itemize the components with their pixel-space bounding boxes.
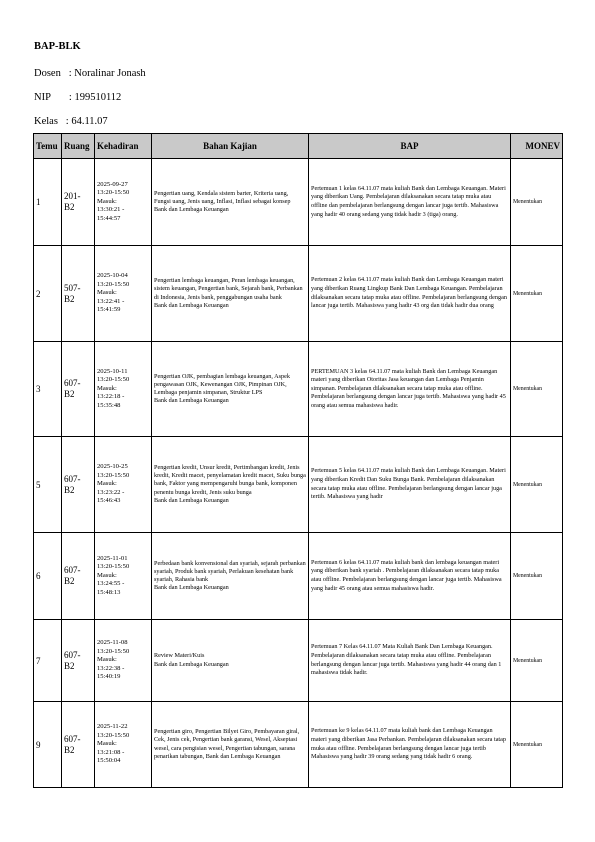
- bap-cell: Pertemuan 5 kelas 64.11.07 mata kuliah Bank dan Lembaga Keuangan. Materi yang diberikan Kredit Dan Suku Bunga Bank. Pembelajaran dilaksanakan secara tatap muka atau offline. Pembelajaran berlangsung dengan lancar juga tertib. Mahasiswa yang hadir: [309, 437, 511, 533]
- monev-cell: Menentukan: [511, 533, 563, 620]
- table-row: [34, 620, 563, 702]
- table-row: [34, 342, 563, 437]
- ruang-cell: 607- B2: [62, 620, 95, 702]
- bap-table: [33, 133, 563, 788]
- temu-cell: 3: [34, 342, 62, 437]
- ruang-cell: 201- B2: [62, 159, 95, 246]
- col-header-ruang: Ruang: [62, 134, 95, 159]
- temu-cell: 7: [34, 620, 62, 702]
- kehadiran-cell: 2025-11-01 13:20-15:50 Masuk: 13:24:55 - 15:48:13: [95, 533, 152, 620]
- bap-cell: Pertemuan 2 kelas 64.11.07 mata kuliah Bank dan Lembaga Keuangan materi yang diberikan Ruang Lingkup Bank Dan Lembaga Keuangan. Pembelajaran dilaksanakan secara tatap muka atau offline. Pembelajaran berlangsung dengan lancar juga tertib. Mahasiswa yang hadir 43 org dan tidak hadir dua orang: [309, 246, 511, 342]
- bap-cell: Pertemuan ke 9 kelas 64.11.07 mata kuliah bank dan Lembaga Keuangan materi yang diberikan Jasa Perbankan. Pembelajaran dilaksanakan secara tatap muka atau offline. Pembelajaran berlangsung dengan lancar juga tertib Mahasiswa yang hadir 39 orang sedang yang tidak hadir 6 orang.: [309, 702, 511, 788]
- kehadiran-cell: 2025-11-08 13:20-15:50 Masuk: 13:22:38 - 15:40:19: [95, 620, 152, 702]
- bahan-kajian-cell: Pengertian kredit, Unsur kredit, Pertimbangan kredit, Jenis kredit, Kredit macet, penyelamatan kredit macet, Suku bunga bank, Faktor yang mempengaruhi bunga bank, komponen penentu bunga kredit, Jenis suku bunga Bank dan Lembaga Keuangan: [152, 437, 309, 533]
- ruang-cell: 607- B2: [62, 702, 95, 788]
- nip-line: NIP : 199510112: [34, 92, 122, 103]
- kehadiran-cell: 2025-10-25 13:20-15:50 Masuk: 13:23:22 - 15:46:43: [95, 437, 152, 533]
- monev-cell: Menentukan: [511, 246, 563, 342]
- ruang-cell: 607- B2: [62, 342, 95, 437]
- temu-cell: 1: [34, 159, 62, 246]
- bap-cell: Pertemuan 1 kelas 64.11.07 mata kuliah Bank dan Lembaga Keuangan. Materi yang diberikan Uang. Pembelajaran dilaksanakan secara tatap muka atau offline dan pembelajaran berlangsung dengan lancar juga tertib. Mahasiswa yang hadir 40 orang sedang yang tidak hadir 3 (tiga) orang.: [309, 159, 511, 246]
- bahan-kajian-cell: Pengertian giro, Pengertian Bilyet Giro, Pembayaran giral, Cek, Jenis cek, Pengertian bank garansi, Wesel, Akseptasi wesel, cara pengisian wesel, Pengertian tabungan, sarana penarikan tabungan, Bank dan Lembaga Keuangan: [152, 702, 309, 788]
- bahan-kajian-cell: Pengertian lembaga keuangan, Peran lembaga keuangan, sistem keuangan, Pengertian bank, Sejarah bank, Perbankan di Indonesia, Jenis bank, penggabungan usaha bank Bank dan Lembaga Keuangan: [152, 246, 309, 342]
- table-row: [34, 437, 563, 533]
- bap-cell: Pertemuan 7 Kelas 64.11.07 Mata Kuliah Bank Dan Lembaga Keuangan. Pembelajaran dilaksanakan secara tatap muka atau offline. Pembelajaran berlangsung dengan lancar juga tertib. Mahasiswa yang hadir 44 orang dan 1 mahasiswa tidak hadir.: [309, 620, 511, 702]
- table-row: [34, 159, 563, 246]
- col-header-monev: MONEV: [511, 134, 563, 159]
- ruang-cell: 607- B2: [62, 437, 95, 533]
- monev-cell: Menentukan: [511, 620, 563, 702]
- kehadiran-cell: 2025-10-04 13:20-15:50 Masuk: 13:22:41 - 15:41:59: [95, 246, 152, 342]
- monev-cell: Menentukan: [511, 342, 563, 437]
- temu-cell: 9: [34, 702, 62, 788]
- bahan-kajian-cell: Pengertian OJK, pembagian lembaga keuangan, Aspek pengawasan OJK, Kewenangan OJK, Pimpinan OJK, Lembaga penjamin simpanan, Struktur LPS Bank dan Lembaga Keuangan: [152, 342, 309, 437]
- bahan-kajian-cell: Pengertian uang, Kendala sistem barter, Kriteria uang, Fungsi uang, Jenis uang, Inflasi, Inflasi sebagai konsep Bank dan Lembaga Keuangan: [152, 159, 309, 246]
- table-row: [34, 246, 563, 342]
- monev-cell: Menentukan: [511, 702, 563, 788]
- bap-cell: Pertemuan 6 kelas 64.11.07 mata kuliah bank dan lembaga keuangan materi yang diberikan bank syariah . Pembelajaran dilaksanakan secara tatap muka atau offline. Pembelajaran berlangsung dengan lancar juga tertib. Mahasiswa yang hadir 45 orang atau semua mahasiswa hadir.: [309, 533, 511, 620]
- kehadiran-cell: 2025-09-27 13:20-15:50 Masuk: 13:30:21 - 15:44:57: [95, 159, 152, 246]
- kehadiran-cell: 2025-11-22 13:20-15:50 Masuk: 13:21:08 - 15:50:04: [95, 702, 152, 788]
- monev-cell: Menentukan: [511, 159, 563, 246]
- table-row: [34, 702, 563, 788]
- col-header-bahan-kajian: Bahan Kajian: [152, 134, 309, 159]
- bahan-kajian-cell: Perbedaan bank konvensional dan syariah, sejarah perbankan syariah, Produk bank syariah, Perlakuan kesehatan bank syariah, Rahasia bank Bank dan Lembaga Keuangan: [152, 533, 309, 620]
- page-title: BAP-BLK: [34, 41, 81, 52]
- col-header-bap: BAP: [309, 134, 511, 159]
- dosen-line: Dosen : Noralinar Jonash: [34, 68, 146, 79]
- kehadiran-cell: 2025-10-11 13:20-15:50 Masuk: 13:22:18 - 15:35:48: [95, 342, 152, 437]
- temu-cell: 2: [34, 246, 62, 342]
- kelas-line: Kelas : 64.11.07: [34, 116, 108, 127]
- table-header-row: [34, 134, 563, 159]
- col-header-kehadiran: Kehadiran: [95, 134, 152, 159]
- ruang-cell: 507- B2: [62, 246, 95, 342]
- temu-cell: 5: [34, 437, 62, 533]
- bahan-kajian-cell: Review Materi/Kuis Bank dan Lembaga Keuangan: [152, 620, 309, 702]
- col-header-temu: Temu: [34, 134, 62, 159]
- monev-cell: Menentukan: [511, 437, 563, 533]
- temu-cell: 6: [34, 533, 62, 620]
- bap-cell: PERTEMUAN 3 kelas 64.11.07 mata kuliah Bank dan Lembaga Keuangan materi yang diberikan Otoritas Jasa keuangan dan Lembaga Penjamin simpanan. Pembelajaran dilaksanakan secara tatap muka atau offline. Pembelajaran berlangsung dengan lancar juga tertib. Mahasiswa yang hadir 45 orang atau semua mahasiswa hadir.: [309, 342, 511, 437]
- ruang-cell: 607- B2: [62, 533, 95, 620]
- table-row: [34, 533, 563, 620]
